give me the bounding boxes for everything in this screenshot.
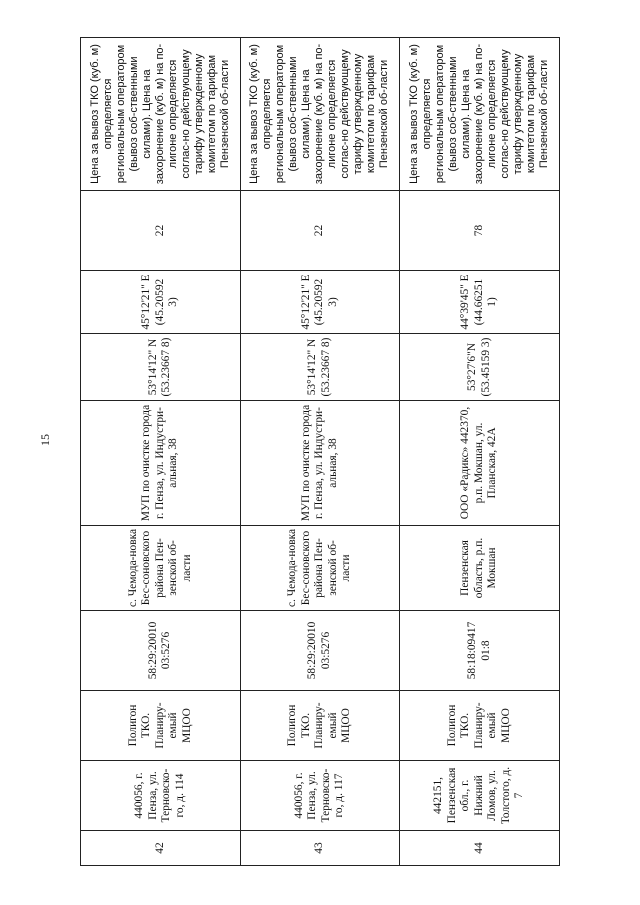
landfill-table [80,37,560,866]
notes-cell: Цена за вывоз ТКО (куб. м) определяется региональным оператором (вывоз соб-ственными силами). Цена на захоронение (куб. м) на по-лигоне определяется соглас-но действующему тарифу утвержденному комитетом по тарифам Пензенской об-ласти [240,38,400,191]
cadastral-number-cell: 58:18:09417 01:8 [400,611,560,691]
table-row [240,38,400,866]
latitude-cell: 53°14'12" N (53.23667 8) [240,334,400,401]
latitude-cell: 53°27'6"N (53.45159 3) [400,334,560,401]
notes-cell: Цена за вывоз ТКО (куб. м) определяется региональным оператором (вывоз соб-ственными силами). Цена на захоронение (куб. м) на по-лигоне определяется соглас-но действующему тарифу утвержденному комитетом по тарифам Пензенской об-ласти [81,38,241,191]
row-number: 44 [400,831,560,866]
capacity-cell: 22 [81,191,241,271]
operator-cell: ООО «Радикс» 442370, р.п. Мокшан, ул. Планская, 42А [400,401,560,526]
address-cell: 442151, Пензенская обл., г. Нижний Ломов, ул. Толстого, д. 7 [400,761,560,831]
address-cell: 440056, г. Пенза, ул. Терновско-го, д. 117 [240,761,400,831]
notes-cell: Цена за вывоз ТКО (куб. м) определяется региональным оператором (вывоз соб-ственными силами). Цена на захоронение (куб. м) на по-лигоне определяется соглас-но действующему тарифу утвержденному комитетом по тарифам Пензенской об-ласти [400,38,560,191]
longitude-cell: 44°39'45" E (44.66251 1) [400,271,560,334]
object-type-cell: Полигон ТКО. Планиру-емый МЦОО [81,691,241,761]
row-number: 43 [240,831,400,866]
longitude-cell: 45°12'21" E (45.20592 3) [81,271,241,334]
table-row [400,38,560,866]
object-type-cell: Полигон ТКО. Планиру-емый МЦОО [240,691,400,761]
capacity-cell: 78 [400,191,560,271]
rotated-table-container [80,38,560,866]
table-row [81,38,241,866]
longitude-cell: 45°12'21" E (45.20592 3) [240,271,400,334]
cadastral-number-cell: 58:29:20010 03:5276 [240,611,400,691]
location-cell: с. Чемода-новка Бес-соновского района Пен-зенской об-ласти [81,526,241,611]
latitude-cell: 53°14'12" N (53.23667 8) [81,334,241,401]
operator-cell: МУП по очистке города г. Пенза, ул. Индустри-альная, 38 [240,401,400,526]
address-cell: 440056, г. Пенза, ул. Терновско-го, д. 114 [81,761,241,831]
object-type-cell: Полигон ТКО. Планиру-емый МЦОО [400,691,560,761]
operator-cell: МУП по очистке города г. Пенза, ул. Индустри-альная, 38 [81,401,241,526]
location-cell: Пензенская область, р.п. Мокшан [400,526,560,611]
cadastral-number-cell: 58:29:20010 03:5276 [81,611,241,691]
page-number: 15 [38,434,52,446]
row-number: 42 [81,831,241,866]
capacity-cell: 22 [240,191,400,271]
location-cell: с. Чемода-новка Бес-соновского района Пен-зенской об-ласти [240,526,400,611]
